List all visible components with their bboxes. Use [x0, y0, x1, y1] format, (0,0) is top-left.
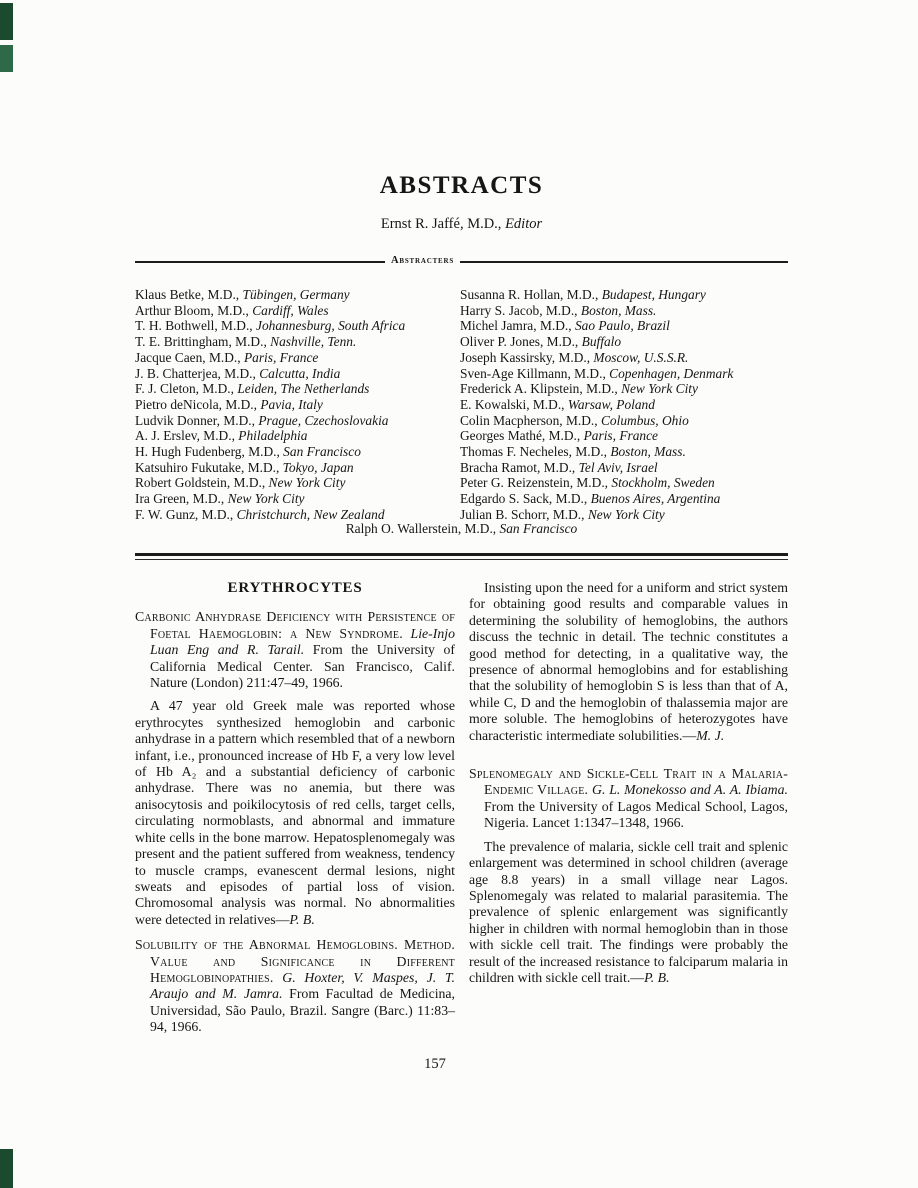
abstracter-row: Michel Jamra, M.D., Sao Paulo, Brazil	[460, 318, 670, 334]
citation-title: Splenomegaly and Sickle-Cell Trait in a Malaria-Endemic Village.	[469, 766, 788, 798]
divider-label: Abstracters	[391, 255, 455, 266]
abstracter-row: Bracha Ramot, M.D., Tel Aviv, Israel	[460, 459, 658, 475]
abstracter-row: Thomas F. Necheles, M.D., Boston, Mass.	[460, 444, 686, 460]
abstracters-column-left	[135, 287, 460, 523]
abstracter-row: Colin Macpherson, M.D., Columbus, Ohio	[460, 412, 689, 428]
abstracter-row: Joseph Kassirsky, M.D., Moscow, U.S.S.R.	[460, 349, 689, 365]
page-number: 157	[424, 1056, 446, 1072]
abstracter-row: E. Kowalski, M.D., Warsaw, Poland	[460, 396, 655, 412]
abstracter-row: Jacque Caen, M.D., Paris, France	[135, 349, 319, 365]
abstracter-row: Ira Green, M.D., New York City	[135, 491, 305, 507]
abstract-paragraph: Insisting upon the need for a uniform and strict system for obtaining good results and comparable values in determining the solubility of hemoglobins, the authors discuss the technic in detail. The technic constitutes a good method for detecting, in a qualitative way, the presence of abnormal hemoglobins and for establishing that the solubility of hemoglobin S is less than that of A, while C, D and the hemoglobin of thalassemia major are more soluble. The hemoglobins of heterozygotes have characteristic intermediate solubilities.—M. J.	[469, 580, 788, 743]
abstracter-row: Arthur Bloom, M.D., Cardiff, Wales	[135, 302, 329, 318]
abstracter-row: Ludvik Donner, M.D., Prague, Czechoslovakia	[135, 412, 389, 428]
abstracter-row: H. Hugh Fudenberg, M.D., San Francisco	[135, 444, 361, 460]
citation-source: From the University of California Medical Center. San Francisco, Calif. Nature (London) 211:47–49, 1966.	[150, 642, 456, 691]
page-title: ABSTRACTS	[379, 172, 544, 199]
editor-role: Editor	[505, 216, 543, 232]
abstracter-row: F. W. Gunz, M.D., Christchurch, New Zealand	[135, 506, 385, 522]
divider-rule-left	[135, 261, 385, 263]
abstracter-row: Oliver P. Jones, M.D., Buffalo	[460, 334, 622, 350]
citation-authors: G. Hoxter, V. Maspes, J. T. Araujo and M. Jamra.	[150, 969, 456, 1002]
citation-authors: G. L. Monekosso and A. A. Ibiama.	[591, 782, 788, 798]
citation-title: Solubility of the Abnormal Hemoglobins. Method. Value and Significance in Different Hemoglobinopathies.	[135, 937, 455, 985]
abstracter-row: J. B. Chatterjea, M.D., Calcutta, India	[135, 365, 341, 381]
abstracter-row: Georges Mathé, M.D., Paris, France	[460, 428, 658, 444]
citation-source: From Facultad de Medicina, Universidad, São Paulo, Brazil. Sangre (Barc.) 11:83–94, 1966.	[150, 986, 455, 1035]
section-heading: ERYTHROCYTES	[227, 580, 363, 596]
abstracter-row: Edgardo S. Sack, M.D., Buenos Aires, Argentina	[460, 491, 721, 507]
abstracter-row: T. H. Bothwell, M.D., Johannesburg, South Africa	[135, 318, 406, 334]
abstracter-row: Katsuhiro Fukutake, M.D., Tokyo, Japan	[135, 459, 354, 475]
editor-line	[135, 216, 788, 233]
abstracters-divider	[135, 256, 788, 267]
scan-edge-mark-top	[0, 3, 13, 40]
scan-edge-mark-bottom	[0, 1149, 13, 1188]
abstracter-row: Frederick A. Klipstein, M.D., New York City	[460, 381, 698, 397]
abstracter-row: Robert Goldstein, M.D., New York City	[135, 475, 346, 491]
reviewer-initials: M. J.	[696, 727, 725, 743]
citation-splenomegaly	[469, 766, 788, 832]
scan-edge-mark-top-2	[0, 45, 13, 72]
abstract-paragraph: The prevalence of malaria, sickle cell trait and splenic enlargement was determined in school children (average age 8.8 years) in a small village near Lagos. Splenomegaly was related to malarial parasitemia. The prevalence of splenic enlargement was significantly higher in children with normal hemoglobin than in those with sickle cell trait. The findings were probably the result of the increased resistance to falciparum malaria in children with sickle cell trait.—P. B.	[469, 838, 788, 985]
abstracters-column-right	[460, 287, 788, 523]
abstracters-list	[135, 287, 788, 523]
abstract-paragraph: A 47 year old Greek male was reported whose erythrocytes synthesized hemoglobin and carbonic anhydrase in a pattern which resembled that of a newborn infant, i.e., pronounced increase of Hb F, a very low level of Hb A₂ and a substantial deficiency of carbonic anhydrase. There was no anemia, but there was anisocytosis and poikilocytosis of red cells, target cells, circulating normoblasts, and abnormal and immature white cells in the bone marrow. Hepatosplenomegaly was present and the patient suffered from weakness, tendency to muscle cramps, evanescent dermal lesions, night sweats and episodes of partial loss of vision. Chromosomal analysis was normal. No abnormalities were detected in relatives—P. B.	[135, 698, 455, 927]
abstracter-row: Harry S. Jacob, M.D., Boston, Mass.	[460, 302, 657, 318]
abstracter-row: Pietro deNicola, M.D., Pavia, Italy	[135, 396, 323, 412]
section-double-rule	[135, 553, 788, 560]
abstracter-row: Peter G. Reizenstein, M.D., Stockholm, Sweden	[460, 475, 715, 491]
citation-title: Carbonic Anhydrase Deficiency with Persistence of Foetal Haemoglobin: a New Syndrome.	[135, 609, 455, 641]
citation-authors: Lie-Injo Luan Eng and R. Tarail.	[150, 625, 455, 658]
abstract-body	[135, 580, 788, 1043]
abstracter-row: Sven-Age Killmann, M.D., Copenhagen, Denmark	[460, 365, 734, 381]
abstracter-row: F. J. Cleton, M.D., Leiden, The Netherlands	[135, 381, 370, 397]
body-column-left	[135, 580, 455, 1043]
abstracter-row: Susanna R. Hollan, M.D., Budapest, Hungary	[460, 287, 706, 302]
abstracter-row: Julian B. Schorr, M.D., New York City	[460, 506, 665, 522]
body-column-right	[469, 580, 788, 1043]
abstracter-row: A. J. Erslev, M.D., Philadelphia	[135, 428, 308, 444]
reviewer-initials: P. B.	[644, 969, 670, 985]
reviewer-initials: P. B.	[289, 911, 315, 927]
divider-rule-right	[460, 261, 788, 263]
citation-carbonic-anhydrase	[135, 609, 455, 691]
abstracter-row-centered: Ralph O. Wallerstein, M.D., San Francisco	[345, 521, 578, 536]
citation-source: From the University of Lagos Medical School, Lagos, Nigeria. Lancet 1:1347–1348, 1966.	[484, 798, 788, 831]
editor-name: Ernst R. Jaffé, M.D.,	[380, 216, 502, 232]
abstracter-row: T. E. Brittingham, M.D., Nashville, Tenn.	[135, 334, 357, 350]
citation-solubility	[135, 937, 455, 1035]
abstracter-row: Klaus Betke, M.D., Tübingen, Germany	[135, 287, 350, 302]
